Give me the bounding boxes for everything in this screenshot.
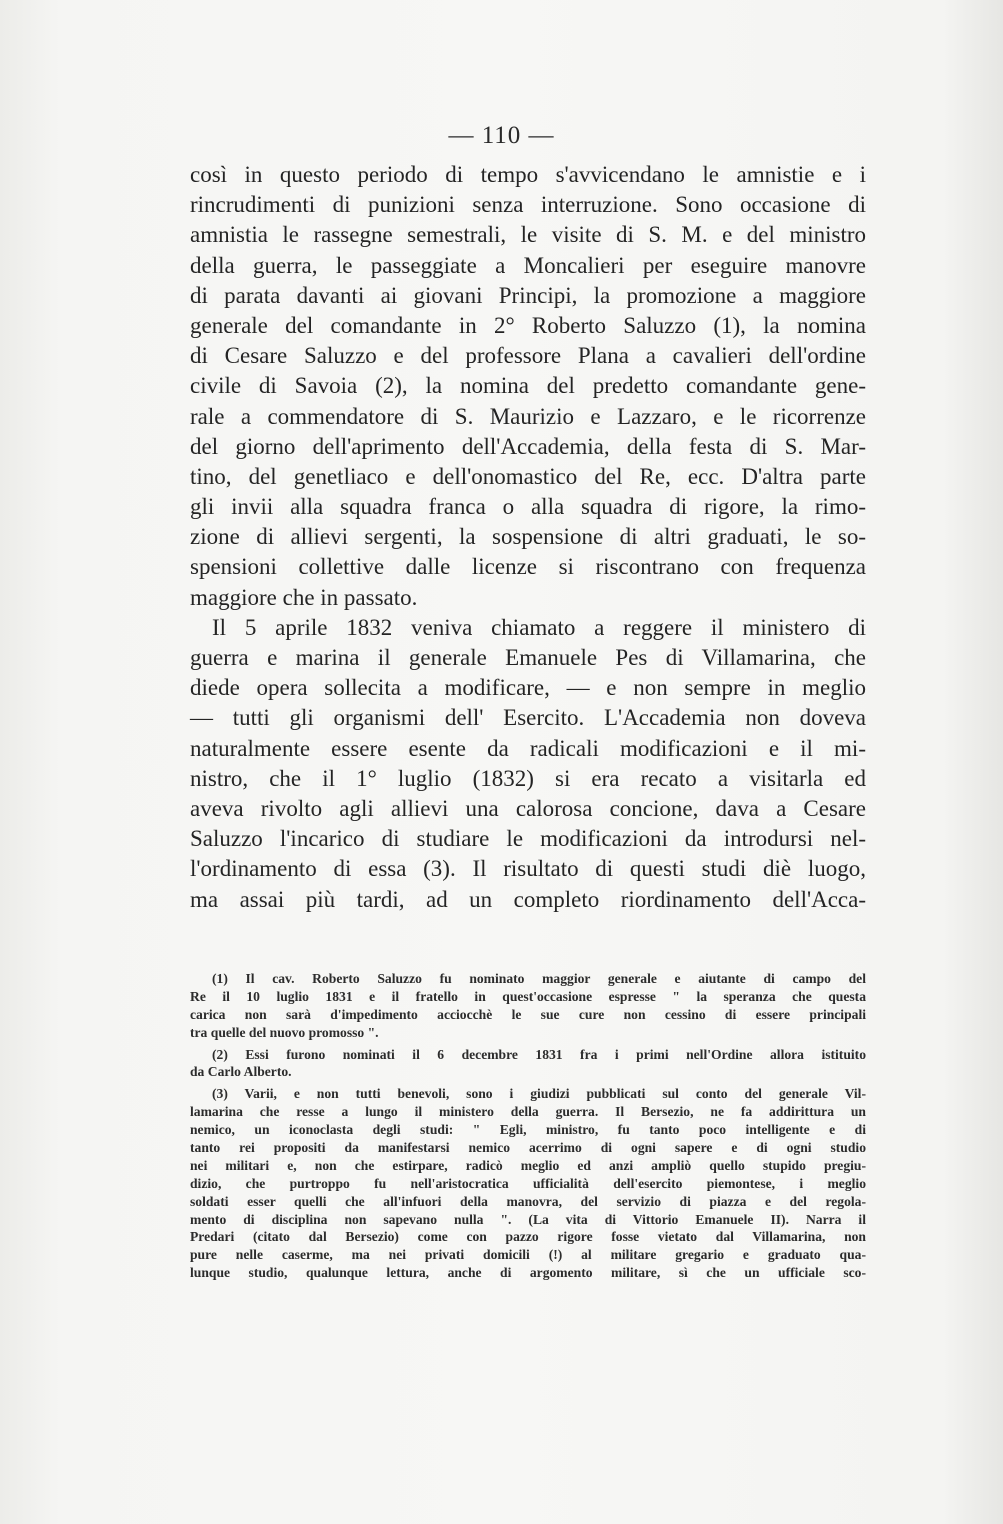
footnote-line: nei militari e, non che estirpare, radicò meglio ed anzi ampliò quello stupido pregiu- — [190, 1157, 866, 1173]
footnotes — [190, 970, 866, 1282]
text-line: diede opera sollecita a modificare, — e non sempre in meglio — [190, 675, 866, 701]
page-number: — 110 — — [448, 122, 555, 149]
footnote-line: nemico, un iconoclasta degli studi: " Egli, ministro, fu tanto poco intelligente e di — [190, 1122, 866, 1138]
text-line: ma assai più tardi, ad un completo riordinamento dell'Acca- — [190, 886, 866, 912]
text-line: naturalmente essere esente da radicali modificazioni e il mi- — [190, 735, 866, 761]
footnote-line: soldati esser quelli che all'infuori della manovra, del servizio di piazza e del regola- — [190, 1193, 866, 1209]
footnote-line: (2) Essi furono nominati il 6 decembre 1831 fra i primi nell'Ordine allora istituito — [212, 1046, 866, 1062]
text-line: di Cesare Saluzzo e del professore Plana a cavalieri dell'ordine — [190, 343, 866, 369]
text-line: così in questo periodo di tempo s'avvicendano le amnistie e i — [190, 162, 866, 187]
text-line: — tutti gli organismi dell' Esercito. L'Accademia non doveva — [190, 705, 866, 731]
footnote-line: tanto rei propositi da manifestarsi nemico acerrimo di ogni sapere e di ogni studio — [190, 1140, 866, 1156]
text-line: tino, del genetliaco e dell'onomastico del Re, ecc. D'altra parte — [190, 463, 866, 489]
text-line: Saluzzo l'incarico di studiare le modificazioni da introdursi nel- — [190, 826, 866, 852]
footnote-line: pure nelle caserme, ma nei privati domicili (!) al militare gregario e graduato qua- — [190, 1247, 866, 1263]
text-line: generale del comandante in 2° Roberto Saluzzo (1), la nomina — [190, 312, 866, 338]
text-line: l'ordinamento di essa (3). Il risultato di questi studi diè luogo, — [190, 856, 866, 882]
footnote-line: (1) Il cav. Roberto Saluzzo fu nominato maggior generale e aiutante di campo del — [212, 971, 866, 986]
footnote-line: da Carlo Alberto. — [190, 1064, 292, 1080]
text-line: civile di Savoia (2), la nomina del predetto comandante gene- — [190, 373, 866, 399]
text-line: rincrudimenti di punizioni senza interruzione. Sono occasione di — [190, 192, 866, 218]
text-line: spensioni collettive dalle licenze si riscontrano con frequenza — [190, 554, 866, 580]
main-text — [190, 160, 866, 915]
text-line: della guerra, le passeggiate a Moncalieri per eseguire manovre — [190, 252, 866, 278]
text-line: nistro, che il 1° luglio (1832) si era recato a visitarla ed — [190, 765, 866, 791]
text-line: guerra e marina il generale Emanuele Pes di Villamarina, che — [190, 645, 866, 670]
text-line: del giorno dell'aprimento dell'Accademia, della festa di S. Mar- — [190, 433, 866, 459]
footnote-line: lunque studio, qualunque lettura, anche di argomento militare, sì che un ufficiale sco- — [190, 1265, 866, 1281]
footnote-line: mento di disciplina non sapevano nulla ". (La vita di Vittorio Emanuele II). Narra il — [190, 1211, 866, 1227]
text-line: amnistia le rassegne semestrali, le visite di S. M. e del ministro — [190, 222, 866, 248]
footnote-line: Predari (citato dal Bersezio) come con pazzo rigore fosse vietato dal Villamarina, non — [190, 1229, 866, 1245]
text-line: rale a commendatore di S. Maurizio e Lazzaro, e le ricorrenze — [190, 403, 866, 429]
footnote-line: Re il 10 luglio 1831 e il fratello in quest'occasione espresse " la speranza che questa — [190, 988, 866, 1004]
text-line: gli invii alla squadra franca o alla squadra di rigore, la rimo- — [190, 494, 866, 520]
footnote-line: tra quelle del nuovo promosso ". — [190, 1024, 379, 1040]
text-line: aveva rivolto agli allievi una calorosa concione, dava a Cesare — [190, 795, 866, 821]
text-line: zione di allievi sergenti, la sospensione di altri graduati, le so- — [190, 524, 866, 550]
text-line: maggiore che in passato. — [190, 584, 418, 610]
text-line: Il 5 aprile 1832 veniva chiamato a reggere il ministero di — [212, 614, 866, 640]
footnote-line: lamarina che resse a lungo il ministero della guerra. Il Bersezio, ne fa addirittura un — [190, 1104, 866, 1120]
footnote-line: carica non sarà d'impedimento acciocchè le sue cure non cessino di essere principali — [190, 1006, 866, 1022]
text-line: di parata davanti ai giovani Principi, la promozione a maggiore — [190, 282, 866, 308]
footnote-line: dizio, che purtroppo fu nell'aristocratica ufficialità dell'esercito piemontese, i meglio — [190, 1175, 866, 1191]
footnote-line: (3) Varii, e non tutti benevoli, sono i giudizi pubblicati sul conto del generale Vil- — [212, 1086, 866, 1102]
